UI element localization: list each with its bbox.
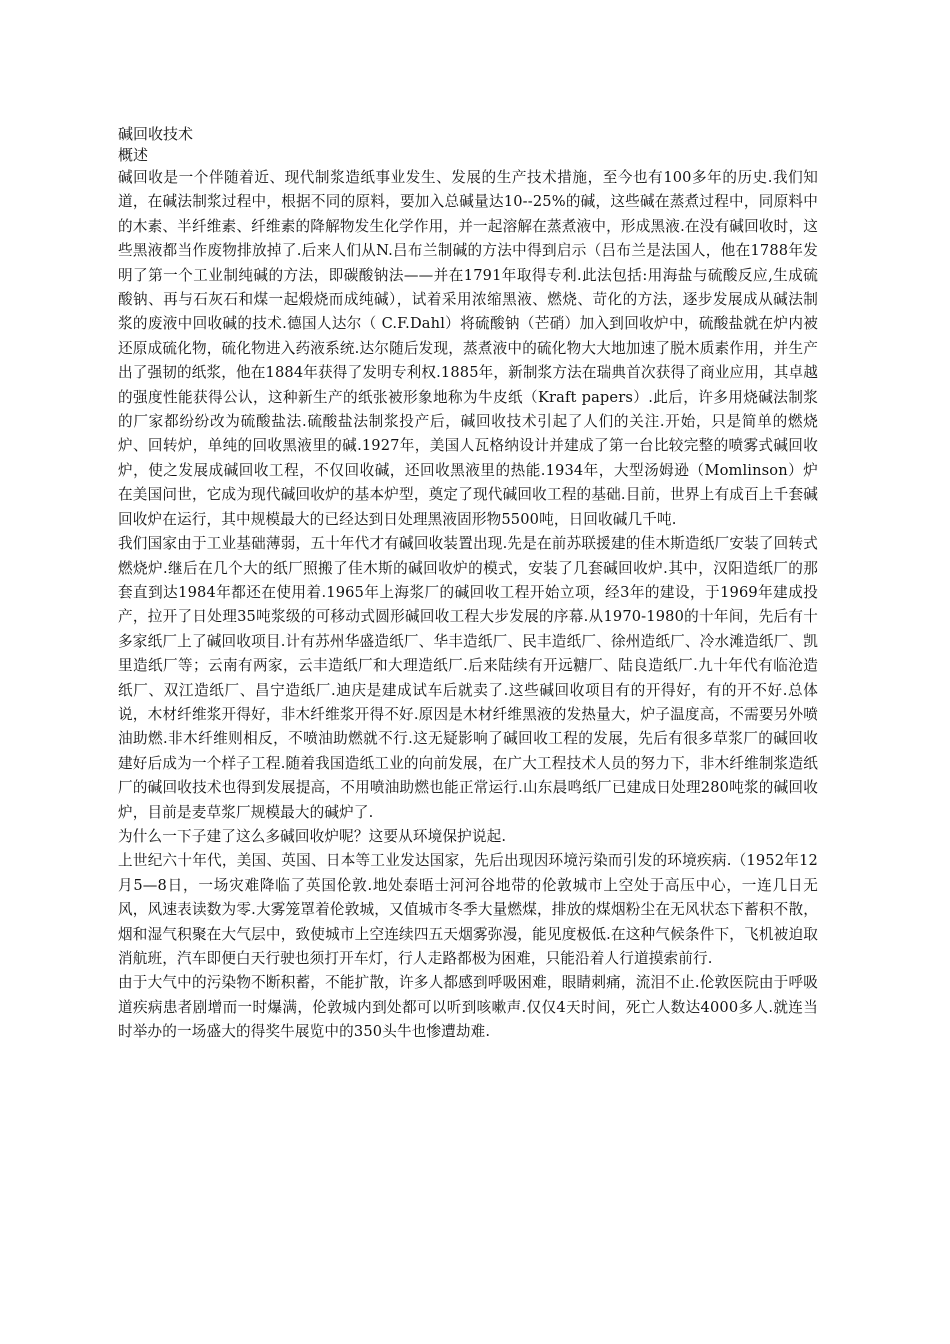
document-title: 碱回收技术	[118, 125, 194, 143]
paragraph-history: 碱回收是一个伴随着近、现代制浆造纸事业发生、发展的生产技术措施，至今也有100多年的历史.我们知道，在碱法制浆过程中，根据不同的原料，要加入总碱量达10--25%的碱，这些碱在蒸煮过程中，同原料中的木素、半纤维素、纤维素的降解物发生化学作用，并一起溶解在蒸煮液中，形成黑液.在没有碱回收时，这些黑液都当作废物排放掉了.后来人们从N.吕布兰制碱的方法中得到启示（吕布兰是法国人，他在1788年发明了第一个工业制纯碱的方法，即碳酸钠法——并在1791年取得专利.此法包括:用海盐与硫酸反应,生成硫酸钠、再与石灰石和煤一起煅烧而成纯碱），试着采用浓缩黑液、燃烧、苛化的方法，逐步发展成从碱法制浆的废液中回收碱的技术.德国人达尔（ C.F.Dahl）将硫酸钠（芒硝）加入到回收炉中，硫酸盐就在炉内被还原成硫化物，硫化物进入药液系统.达尔随后发现，蒸煮液中的硫化物大大地加速了脱木质素作用，并生产出了强韧的纸浆，他在1884年获得了发明专利权.1885年，新制浆方法在瑞典首次获得了商业应用，其卓越的强度性能获得公认，这种新生产的纸张被形象地称为牛皮纸（Kraft papers）.此后，许多用烧碱法制浆的厂家都纷纷改为硫酸盐法.硫酸盐法制浆投产后，碱回收技术引起了人们的关注.开始，只是简单的燃烧炉、回转炉，单纯的回收黑液里的碱.1927年，美国人瓦格纳设计并建成了第一台比较完整的喷雾式碱回收炉，使之发展成碱回收工程，不仅回收碱，还回收黑液里的热能.1934年，大型汤姆逊（Momlinson）炉在美国问世，它成为现代碱回收炉的基本炉型，奠定了现代碱回收工程的基础.目前，世界上有成百上千套碱回收炉在运行，其中规模最大的已经达到日处理黑液固形物5500吨，日回收碱几千吨.	[118, 169, 818, 528]
paragraph-question: 为什么一下子建了这么多碱回收炉呢？这要从环境保护说起.	[118, 827, 507, 845]
document-page	[118, 124, 818, 1045]
paragraph-pollution-effects: 由于大气中的污染物不断积蓄，不能扩散，许多人都感到呼吸困难，眼睛刺痛，流泪不止.伦敦医院由于呼吸道疾病患者剧增而一时爆满，伦敦城内到处都可以听到咳嗽声.仅仅4天时间，死亡人数达4000多人.就连当时举办的一场盛大的得奖牛展览中的350头牛也惨遭劫难.	[118, 974, 818, 1041]
section-heading: 概述	[118, 146, 149, 164]
paragraph-london-smog: 上世纪六十年代，美国、英国、日本等工业发达国家，先后出现因环境污染而引发的环境疾病.（1952年12月5—8日，一场灾难降临了英国伦敦.地处泰晤士河河谷地带的伦敦城市上空处于高压中心，一连几日无风，风速表读数为零.大雾笼罩着伦敦城，又值城市冬季大量燃煤，排放的煤烟粉尘在无风状态下蓄积不散，烟和湿气积聚在大气层中，致使城市上空连续四五天烟雾弥漫，能见度极低.在这种气候条件下，飞机被迫取消航班，汽车即便白天行驶也须打开车灯，行人走路都极为困难，只能沿着人行道摸索前行.	[118, 852, 818, 967]
paragraph-china: 我们国家由于工业基础薄弱，五十年代才有碱回收装置出现.先是在前苏联援建的佳木斯造纸厂安装了回转式燃烧炉.继后在几个大的纸厂照搬了佳木斯的碱回收炉的模式，安装了几套碱回收炉.其中，汉阳造纸厂的那套直到达1984年都还在使用着.1965年上海浆厂的碱回收工程开始立项，经3年的建设，于1969年建成投产，拉开了日处理35吨浆级的可移动式圆形碱回收工程大步发展的序幕.从1970-1980的十年间，先后有十多家纸厂上了碱回收项目.计有苏州华盛造纸厂、华丰造纸厂、民丰造纸厂、徐州造纸厂、冷水滩造纸厂、凯里造纸厂等；云南有两家，云丰造纸厂和大理造纸厂.后来陆续有开远糖厂、陆良造纸厂.九十年代有临沧造纸厂、双江造纸厂、昌宁造纸厂.迪庆是建成试车后就卖了.这些碱回收项目有的开得好，有的开不好.总体说，木材纤维浆开得好，非木纤维浆开得不好.原因是木材纤维黑液的发热量大，炉子温度高，不需要另外喷油助燃.非木纤维则相反，不喷油助燃就不行.这无疑影响了碱回收工程的发展，先后有很多草浆厂的碱回收建好后成为一个样子工程.随着我国造纸工业的向前发展，在广大工程技术人员的努力下，非木纤维制浆造纸厂的碱回收技术也得到发展提高，不用喷油助燃也能正常运行.山东晨鸣纸厂已建成日处理280吨浆的碱回收炉，目前是麦草浆厂规模最大的碱炉了.	[118, 535, 818, 821]
